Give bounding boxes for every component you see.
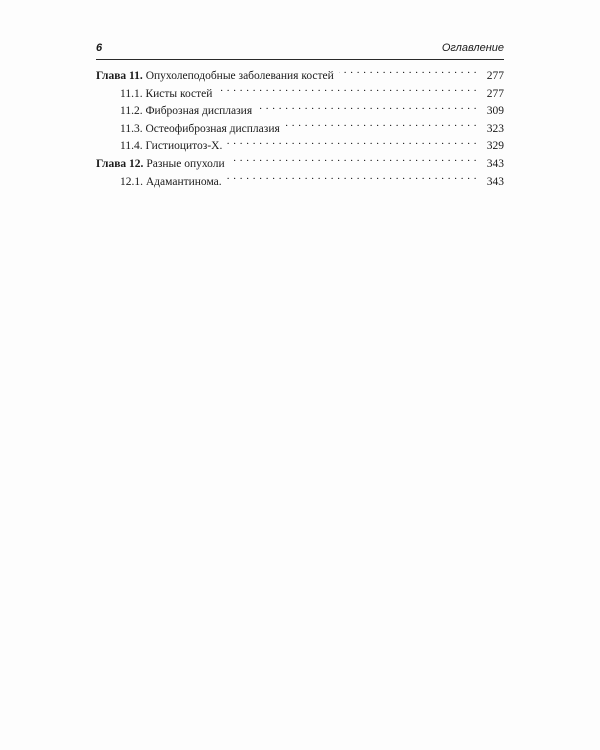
toc-entry-title: Гистиоцитоз-Х. xyxy=(145,140,223,153)
dot-leader xyxy=(230,155,477,167)
toc-page-number: 277 xyxy=(486,70,504,82)
toc-entry-title: Остеофиброзная дисплазия xyxy=(145,122,280,135)
dot-leader xyxy=(227,137,477,149)
toc-page-number: 323 xyxy=(486,122,504,135)
toc-entry-title: Разные опухоли xyxy=(146,157,225,170)
toc-section-prefix: 12.1. xyxy=(120,175,143,188)
toc-page-number: 343 xyxy=(486,157,504,170)
toc-chapter-prefix: Глава 12. xyxy=(96,157,144,170)
toc-section-11-2[interactable] xyxy=(96,102,504,120)
running-head: Оглавление xyxy=(441,42,504,54)
toc-entry-label xyxy=(120,175,222,191)
toc-page-number: 277 xyxy=(486,87,504,100)
toc-chapter-prefix: Глава 11. xyxy=(96,70,143,82)
toc-section-prefix: 11.4. xyxy=(120,140,143,153)
toc-entry-title: Кисты костей xyxy=(145,87,213,100)
header-rule xyxy=(96,59,504,60)
toc-entry-label xyxy=(120,139,222,155)
toc-page-number: 329 xyxy=(486,140,504,153)
toc-entry-label xyxy=(120,87,212,103)
dot-leader xyxy=(285,120,477,132)
toc-page-number: 309 xyxy=(486,105,504,118)
dot-leader xyxy=(257,102,477,114)
toc-entry-title: Фиброзная дисплазия xyxy=(145,105,253,118)
toc-entry-label xyxy=(120,122,280,138)
toc-entry-title: Опухолеподобные заболевания костей xyxy=(145,70,334,82)
toc-section-prefix: 11.3. xyxy=(120,122,143,135)
toc-section-prefix: 11.2. xyxy=(120,105,143,118)
toc-page-number: 343 xyxy=(486,175,504,188)
toc-section-11-4[interactable] xyxy=(96,137,504,155)
toc-section-prefix: 11.1. xyxy=(120,87,143,100)
page-number: 6 xyxy=(96,42,103,54)
dot-leader xyxy=(217,85,477,97)
page-header xyxy=(96,38,504,58)
toc-chapter-11[interactable] xyxy=(96,67,504,85)
dot-leader xyxy=(339,67,477,79)
toc-section-11-1[interactable] xyxy=(96,85,504,103)
toc-chapter-12[interactable] xyxy=(96,155,504,173)
toc-section-11-3[interactable] xyxy=(96,120,504,138)
toc-entry-label xyxy=(120,104,252,120)
toc-entry-label xyxy=(96,157,225,173)
dot-leader xyxy=(227,173,477,185)
toc-section-12-1[interactable] xyxy=(96,173,504,191)
toc-entry-title: Адамантинома. xyxy=(145,175,222,188)
toc-entry-label xyxy=(96,69,334,85)
table-of-contents xyxy=(96,67,504,190)
